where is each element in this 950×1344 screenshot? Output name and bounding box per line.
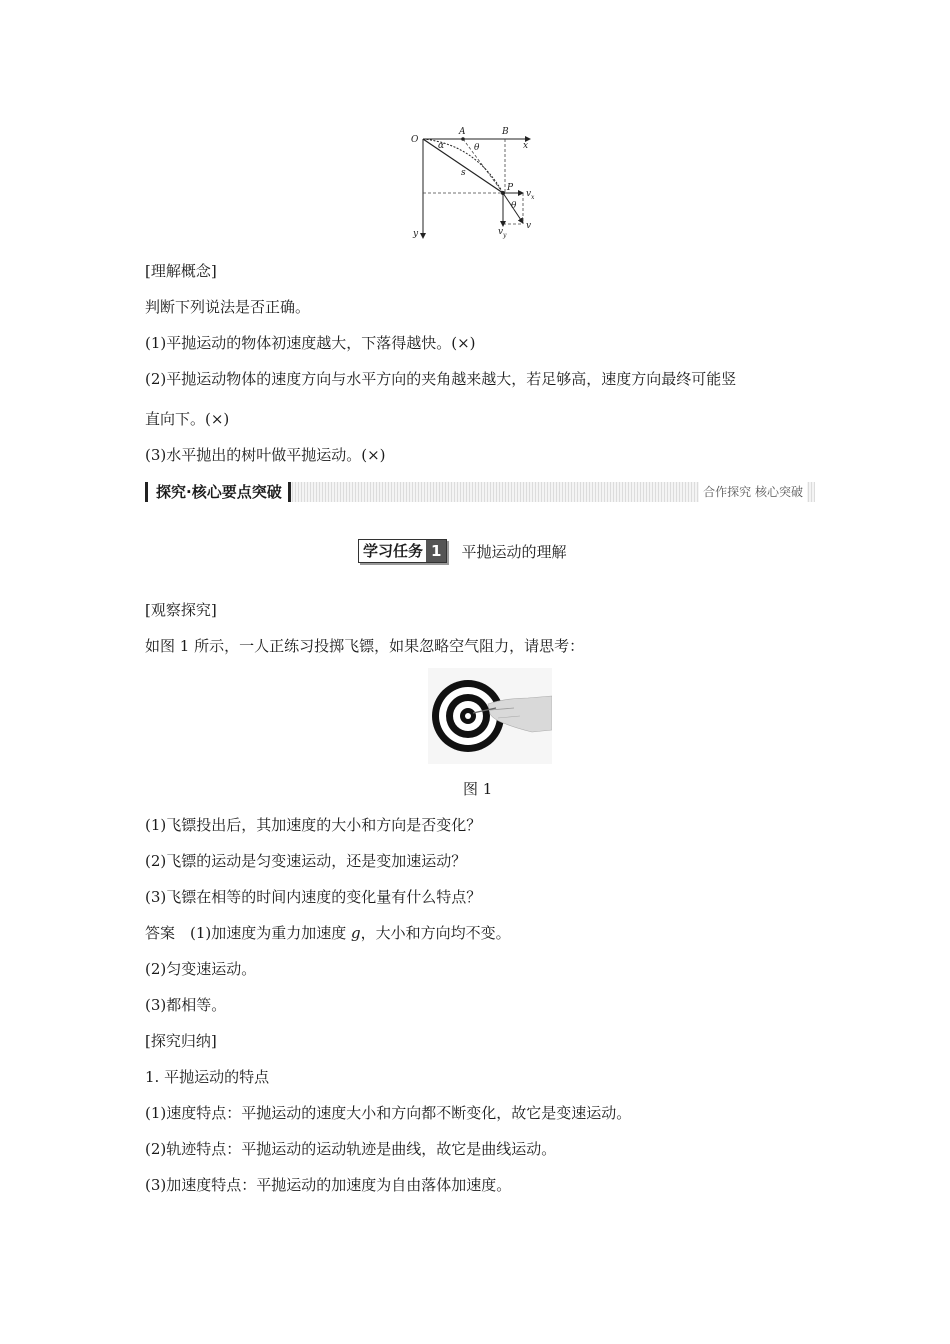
answer-2: (2)匀变速运动。	[145, 960, 257, 978]
summary-acceleration: (3)加速度特点：平抛运动的加速度为自由落体加速度。	[145, 1176, 512, 1194]
label-vy: v	[498, 227, 504, 237]
answer-1-prefix: 答案 (1)加速度为重力加速度	[145, 924, 352, 942]
task-number: 1	[426, 540, 446, 562]
label-alpha: α	[438, 141, 445, 151]
summary-speed: (1)速度特点：平抛运动的速度大小和方向都不断变化，故它是变速运动。	[145, 1104, 632, 1122]
learning-task-header	[358, 539, 566, 563]
label-vy-sub: y	[503, 232, 507, 239]
task-label: 学习任务	[363, 542, 424, 560]
question-2: (2)飞镖的运动是匀变速运动，还是变加速运动？	[145, 852, 467, 870]
banner-title: 探究·核心要点突破	[145, 482, 291, 502]
answer-3: (3)都相等。	[145, 996, 227, 1014]
label-point-b: B	[502, 127, 509, 137]
question-3: (3)飞镖在相等的时间内速度的变化量有什么特点？	[145, 888, 482, 906]
concept-heading: [理解概念]	[145, 262, 217, 280]
summary-point-1: 1. 平抛运动的特点	[145, 1068, 270, 1086]
label-origin: O	[411, 135, 419, 145]
concept-item-1: (1)平抛运动的物体初速度越大，下落得越快。(×)	[145, 334, 476, 352]
label-theta-bottom: θ	[511, 201, 517, 211]
label-x-axis: x	[523, 141, 529, 151]
figure-caption: 图 1	[463, 780, 493, 798]
concept-intro: 判断下列说法是否正确。	[145, 298, 311, 316]
displacement-line	[423, 139, 503, 193]
dartboard-image	[428, 668, 552, 764]
label-v: v	[526, 221, 532, 231]
observe-heading: [观察探究]	[145, 601, 217, 619]
question-1: (1)飞镖投出后，其加速度的大小和方向是否变化？	[145, 816, 482, 834]
answer-1-g: g	[351, 924, 361, 942]
section-banner	[145, 482, 815, 502]
observe-intro: 如图 1 所示，一人正练习投掷飞镖，如果忽略空气阻力，请思考：	[145, 637, 585, 655]
label-point-p: P	[507, 183, 514, 193]
label-point-a: A	[459, 127, 466, 137]
concept-item-2-line-1: (2)平抛运动物体的速度方向与水平方向的夹角越来越大，若足够高，速度方向最终可能竖	[145, 370, 737, 388]
task-label-box	[358, 539, 447, 563]
label-y-axis: y	[413, 229, 419, 239]
concept-item-3: (3)水平抛出的树叶做平抛运动。(×)	[145, 446, 386, 464]
projectile-diagram	[405, 122, 555, 244]
task-title: 平抛运动的理解	[461, 542, 567, 561]
answer-1-suffix: ，大小和方向均不变。	[360, 924, 511, 942]
label-theta-top: θ	[474, 143, 480, 153]
answer-1	[145, 923, 511, 943]
label-s: s	[461, 168, 466, 178]
label-vx-sub: x	[531, 194, 535, 201]
label-vx: v	[526, 189, 532, 199]
summary-trajectory: (2)轨迹特点：平抛运动的运动轨迹是曲线，故它是曲线运动。	[145, 1140, 557, 1158]
summary-heading: [探究归纳]	[145, 1032, 217, 1050]
banner-subtitle: 合作探究 核心突破	[699, 482, 807, 502]
concept-item-2-line-2: 直向下。(×)	[145, 410, 230, 428]
